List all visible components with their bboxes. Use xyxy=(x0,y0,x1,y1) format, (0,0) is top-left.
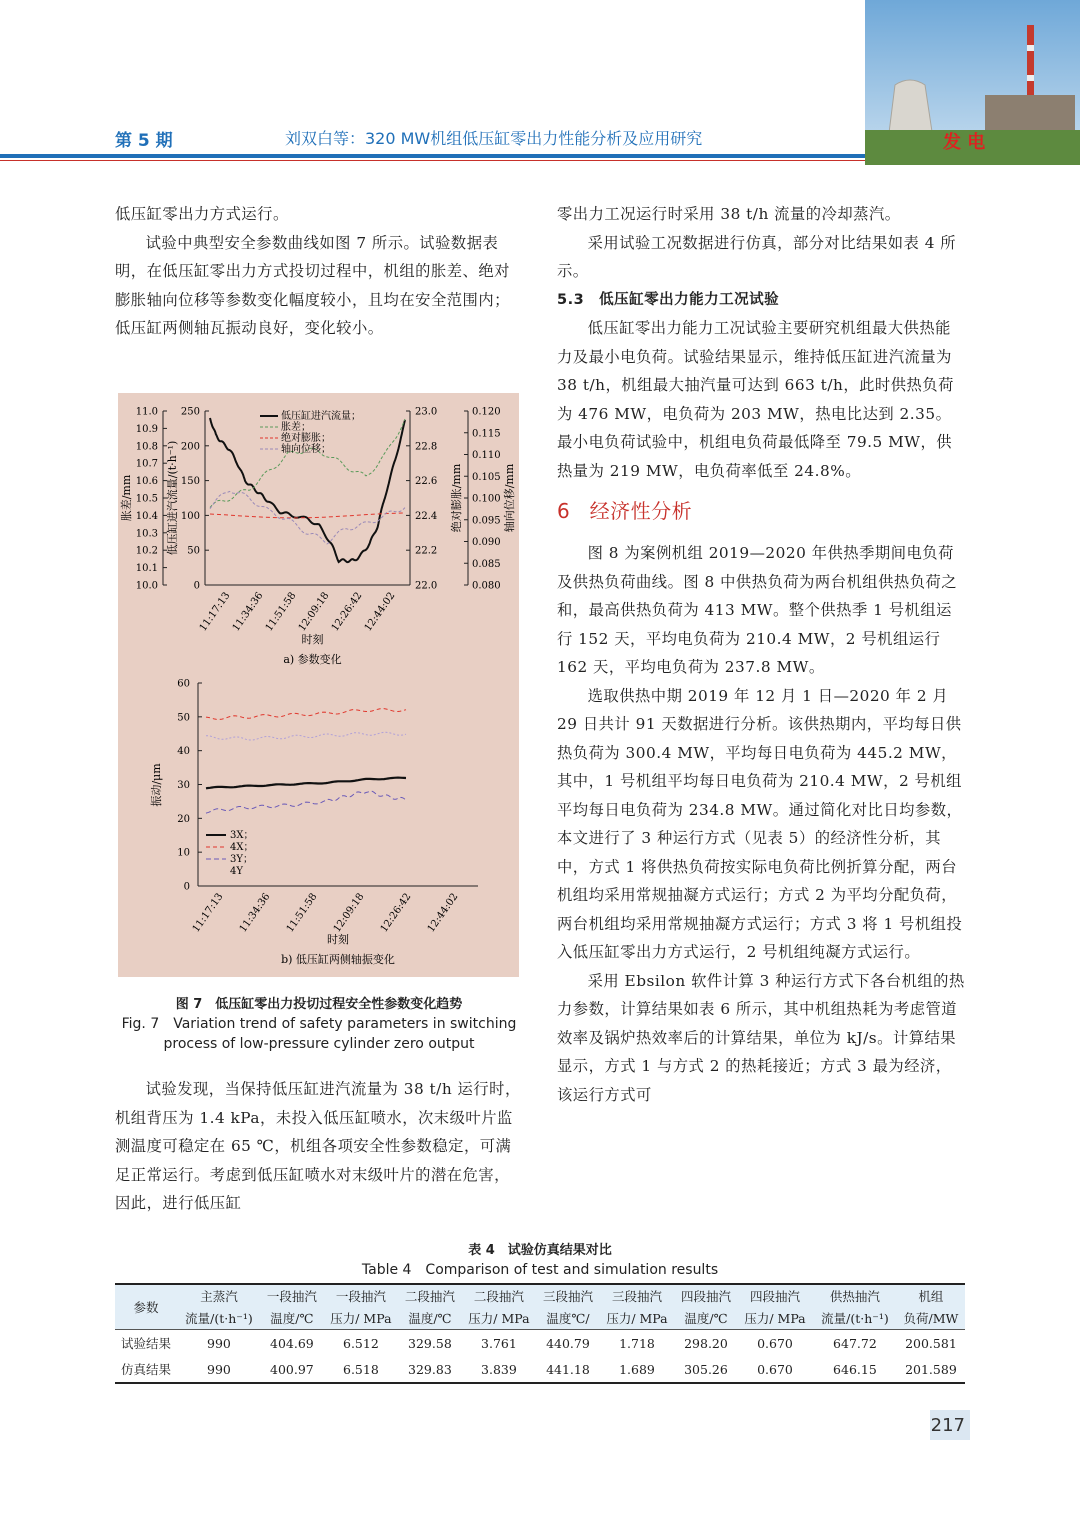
table-cell: 647.72 xyxy=(833,1335,877,1351)
tick-label-abs-expansion: 22.4 xyxy=(415,510,438,522)
x-axis-label: 时刻 xyxy=(301,633,324,646)
section-heading-5-3: 5.3 低压缸零出力能力工况试验 xyxy=(557,291,780,308)
tick-label-expansion-diff: 10.6 xyxy=(135,476,158,488)
paragraph: 采用试验工况数据进行仿真，部分对比结果如表 4 所示。 xyxy=(557,233,957,280)
table-header-cell: 负荷/MW xyxy=(897,1307,965,1330)
table-header-cell: 流量/(t·h⁻¹) xyxy=(177,1307,261,1330)
y-tick-label: 0 xyxy=(183,881,190,893)
table-cell: 201.589 xyxy=(897,1356,965,1383)
table-header-cell: 四段抽汽 xyxy=(737,1284,813,1307)
tick-label-flow: 0 xyxy=(193,580,200,592)
table-cell: 990 xyxy=(177,1356,261,1383)
x-tick-label: 12:09:18 xyxy=(296,590,332,634)
paragraph: 低压缸零出力方式运行。 xyxy=(115,205,289,223)
tick-label-expansion-diff: 10.5 xyxy=(135,493,158,505)
x-tick-label: 12:44:02 xyxy=(362,590,398,634)
table-header-cell: 压力/ MPa xyxy=(737,1307,813,1330)
tick-label-flow: 250 xyxy=(180,406,200,418)
table-header-cell: 供热抽汽 xyxy=(813,1284,897,1307)
tick-label-flow: 50 xyxy=(187,545,200,557)
section-title: 经济性分析 xyxy=(589,499,693,523)
table-header-cell: 参数 xyxy=(115,1284,177,1330)
tick-label-expansion-diff: 10.0 xyxy=(135,580,158,592)
issue-number: 第 5 期 xyxy=(115,131,173,151)
x-tick-label: 12:26:42 xyxy=(329,590,365,634)
table-header-cell: 三段抽汽 xyxy=(537,1284,599,1307)
tick-label-abs-expansion: 22.6 xyxy=(415,476,438,488)
axis-label-abs-expansion: 绝对膨胀/mm xyxy=(450,463,463,533)
figure-caption-cn: 图 7 低压缸零出力投切过程安全性参数变化趋势 xyxy=(175,997,463,1012)
table-cell: 990 xyxy=(207,1335,231,1351)
series-line-3Y xyxy=(206,791,406,813)
running-title: 刘双白等：320 MW机组低压缸零出力性能分析及应用研究 xyxy=(285,129,703,148)
table-header-row xyxy=(115,1307,965,1330)
x-tick-label: 12:26:42 xyxy=(378,891,414,935)
tick-label-abs-expansion: 22.0 xyxy=(415,580,438,592)
table-row xyxy=(115,1356,965,1383)
x-tick-label: 11:17:13 xyxy=(197,590,233,634)
table-cell: 6.518 xyxy=(323,1356,399,1383)
series-line-4Y xyxy=(206,732,406,740)
table-cell: 298.20 xyxy=(684,1335,728,1351)
chart-subtitle: b) 低压缸两侧轴振变化 xyxy=(281,953,395,966)
table-cell: 1.718 xyxy=(619,1335,655,1351)
table-header-cell: 一段抽汽 xyxy=(323,1284,399,1307)
series-line-3X xyxy=(206,778,406,789)
x-tick-label: 11:51:58 xyxy=(284,891,320,935)
x-tick-label: 12:09:18 xyxy=(331,891,367,935)
legend-label: 胀差； xyxy=(281,422,311,433)
section-number: 6 xyxy=(557,499,571,523)
table-caption-en: Table 4 Comparison of test and simulation results xyxy=(361,1262,719,1278)
tick-label-expansion-diff: 10.2 xyxy=(135,545,158,557)
y-tick-label: 10 xyxy=(177,847,190,859)
tick-label-axial-disp: 0.085 xyxy=(472,558,501,570)
figure-7 xyxy=(118,393,519,977)
table-header-cell: 压力/ MPa xyxy=(461,1307,537,1330)
tick-label-expansion-diff: 10.3 xyxy=(135,528,158,540)
table-cell: 440.79 xyxy=(546,1335,590,1351)
tick-label-axial-disp: 0.110 xyxy=(472,450,501,461)
y-tick-label: 40 xyxy=(177,746,190,758)
tick-label-expansion-diff: 10.1 xyxy=(135,563,158,575)
table-header-cell: 温度/℃ xyxy=(399,1307,461,1330)
left-column-bottom xyxy=(115,1075,523,1218)
table-cell: 404.69 xyxy=(270,1335,314,1351)
paragraph: 采用 Ebsilon 软件计算 3 种运行方式下各台机组的热力参数，计算结果如表 6 所示，其中机组热耗为考虑管道效率及锅炉热效率后的计算结果，单位为 kJ/s。计算结果显示，方式 1 与方式 2 的热耗接近；方式 3 最为经济，该运行方式可 xyxy=(557,971,965,1104)
y-tick-label: 60 xyxy=(177,678,190,690)
caption-en-line: Fig. 7 Variation trend of safety parameters in switching xyxy=(121,1016,517,1032)
table-cell: 3.761 xyxy=(481,1335,517,1351)
photo-label: 发 电 xyxy=(943,132,986,153)
x-tick-label: 11:34:36 xyxy=(237,891,273,935)
row-label: 仿真结果 xyxy=(115,1356,177,1383)
table-header-cell: 二段抽汽 xyxy=(461,1284,537,1307)
table-cell: 1.689 xyxy=(599,1356,675,1383)
table-4 xyxy=(115,1283,965,1384)
table-header-row xyxy=(115,1284,965,1307)
x-tick-label: 11:34:36 xyxy=(230,590,266,634)
section-heading-6 xyxy=(557,485,965,539)
table-header-cell: 温度/℃ xyxy=(261,1307,323,1330)
tick-label-axial-disp: 0.090 xyxy=(472,537,501,548)
y-tick-label: 50 xyxy=(177,712,190,724)
header-rule-red xyxy=(0,160,865,161)
chart-subtitle: a) 参数变化 xyxy=(283,653,342,666)
tick-label-abs-expansion: 22.2 xyxy=(415,545,438,557)
table-header-cell: 压力/ MPa xyxy=(323,1307,399,1330)
y-axis-label: 振动/μm xyxy=(150,763,163,807)
table-cell: 200.581 xyxy=(905,1335,957,1351)
tick-label-expansion-diff: 10.9 xyxy=(135,423,158,435)
legend-label: 4Y xyxy=(230,866,243,877)
table-cell: 329.58 xyxy=(408,1335,452,1351)
table-cell: 305.26 xyxy=(675,1356,737,1383)
header-rule xyxy=(0,154,865,158)
series-line-4X xyxy=(206,709,406,720)
tick-label-axial-disp: 0.120 xyxy=(472,406,501,418)
paragraph: 低压缸零出力能力工况试验主要研究机组最大供热能力及最小电负荷。试验结果显示，维持低压缸进汽流量为 38 t/h，机组最大抽汽量可达到 663 t/h，此时供热负荷为 476 MW，电负荷为 203 MW，热电比达到 2.35。最小电负荷试验中，机组电负荷最低降至 79.5 MW，供热量为 219 MW，电负荷率低至 24.8%。 xyxy=(557,319,954,480)
x-tick-label: 11:17:13 xyxy=(190,891,226,935)
y-tick-label: 30 xyxy=(177,780,190,791)
page-number: 217 xyxy=(930,1415,965,1436)
left-column-top xyxy=(115,200,523,343)
table-cell: 6.512 xyxy=(343,1335,379,1351)
tick-label-expansion-diff: 11.0 xyxy=(135,406,158,418)
table-cell: 646.15 xyxy=(813,1356,897,1383)
y-tick-label: 20 xyxy=(177,813,190,825)
right-column xyxy=(557,200,965,1109)
paragraph: 试验中典型安全参数曲线如图 7 所示。试验数据表明，在低压缸零出力方式投切过程中，机组的胀差、绝对膨胀轴向位移等参数变化幅度较小，且均在安全范围内；低压缸两侧轴瓦振动良好，变化较小。 xyxy=(115,233,510,337)
tick-label-flow: 100 xyxy=(180,510,200,522)
table-cell: 0.670 xyxy=(757,1335,793,1351)
table-header-cell: 主蒸汽 xyxy=(177,1284,261,1307)
table-header-cell: 机组 xyxy=(897,1284,965,1307)
table-cell: 400.97 xyxy=(261,1356,323,1383)
tick-label-expansion-diff: 10.8 xyxy=(135,441,158,453)
figure-caption-en xyxy=(115,1014,523,1054)
table-header-cell: 二段抽汽 xyxy=(399,1284,461,1307)
tick-label-abs-expansion: 23.0 xyxy=(415,406,438,418)
x-tick-label: 12:44:02 xyxy=(425,891,461,935)
table-caption-cn: 表 4 试验仿真结果对比 xyxy=(468,1243,612,1258)
tick-label-abs-expansion: 22.8 xyxy=(415,441,438,453)
legend-label: 4X； xyxy=(230,842,254,853)
paragraph: 选取供热中期 2019 年 12 月 1 日—2020 年 2 月 29 日共计 91 天数据进行分析。该供热期内，平均每日供热负荷为 300.4 MW，平均每日电负荷为 445.2 MW，其中，1 号机组平均每日电负荷为 210.4 MW，2 号机组平均每日电负荷为 234.8 MW。通过简化对比日均参数，本文进行了 3 种运行方式（见表 5）的经济性分析，其中，方式 1 将供热负荷按实际电负荷比例折算分配，两台机组均采用常规抽凝方式运行；方式 2 为平均分配负荷，两台机组均采用常规抽凝方式运行；方式 3 将 1 号机组投入低压缸零出力方式运行，2 号机组纯凝方式运行。 xyxy=(557,686,963,961)
table-cell: 329.83 xyxy=(399,1356,461,1383)
tick-label-axial-disp: 0.105 xyxy=(472,471,501,483)
row-label: 试验结果 xyxy=(121,1336,172,1351)
paragraph: 试验发现，当保持低压缸进汽流量为 38 t/h 运行时，机组背压为 1.4 kPa，未投入低压缸喷水，次末级叶片监测温度可稳定在 65 ℃，机组各项安全性参数稳定，可满足正常运行。考虑到低压缸喷水对末级叶片的潜在危害，因此，进行低压缸 xyxy=(115,1080,521,1212)
legend-label: 绝对膨胀； xyxy=(281,433,331,444)
paragraph: 零出力工况运行时采用 38 t/h 流量的冷却蒸汽。 xyxy=(557,205,901,223)
tick-label-axial-disp: 0.080 xyxy=(472,580,501,592)
table-cell: 441.18 xyxy=(537,1356,599,1383)
legend-label: 3Y； xyxy=(230,854,253,865)
figure-7-plots xyxy=(118,393,519,977)
header-photo xyxy=(865,0,1080,165)
tick-label-axial-disp: 0.100 xyxy=(472,493,501,505)
tick-label-axial-disp: 0.095 xyxy=(472,515,501,527)
table-row xyxy=(115,1330,965,1357)
table-cell: 3.839 xyxy=(461,1356,537,1383)
table-header-cell: 流量/(t·h⁻¹) xyxy=(813,1307,897,1330)
tick-label-expansion-diff: 10.4 xyxy=(135,510,158,522)
tick-label-flow: 150 xyxy=(180,476,200,488)
legend-label: 3X； xyxy=(230,830,254,841)
table-header-cell: 压力/ MPa xyxy=(599,1307,675,1330)
legend-label: 低压缸进汽流量； xyxy=(281,411,361,422)
table-header-cell: 一段抽汽 xyxy=(261,1284,323,1307)
axis-label-axial-disp: 轴向位移/mm xyxy=(503,463,516,533)
legend-label: 轴向位移； xyxy=(281,444,331,455)
axis-label-expansion-diff: 胀差/mm xyxy=(120,474,133,522)
axis-label-flow: 低压缸进汽流量/(t·h⁻¹) xyxy=(166,440,179,556)
x-axis-label: 时刻 xyxy=(327,933,349,946)
caption-en-line: process of low-pressure cylinder zero output xyxy=(163,1036,475,1052)
table-header-cell: 温度℃/ xyxy=(537,1307,599,1330)
tick-label-axial-disp: 0.115 xyxy=(472,428,501,440)
table-header-cell: 三段抽汽 xyxy=(599,1284,675,1307)
tick-label-expansion-diff: 10.7 xyxy=(135,458,158,470)
table-cell: 0.670 xyxy=(737,1356,813,1383)
table-header-cell: 温度/℃ xyxy=(675,1307,737,1330)
x-tick-label: 11:51:58 xyxy=(263,590,299,634)
tick-label-flow: 200 xyxy=(180,441,200,453)
table-header-cell: 四段抽汽 xyxy=(675,1284,737,1307)
paragraph: 图 8 为案例机组 2019—2020 年供热季期间电负荷及供热负荷曲线。图 8 中供热负荷为两台机组供热负荷之和，最高供热负荷为 413 MW。整个供热季 1 号机组运行 152 天，平均电负荷为 210.4 MW，2 号机组运行 162 天，平均电负荷为 237.8 MW。 xyxy=(557,544,958,676)
